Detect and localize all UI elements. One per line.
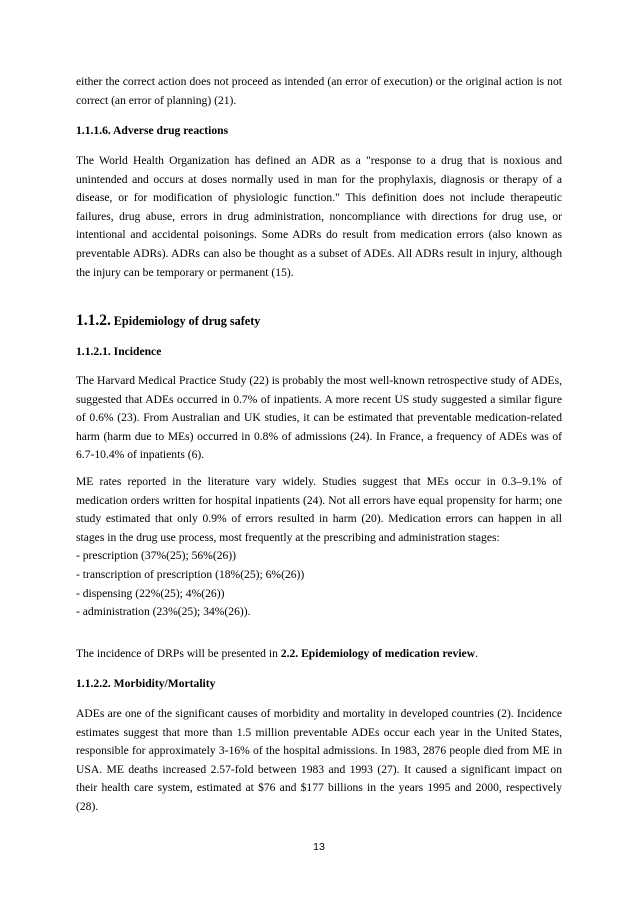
list-item: - transcription of prescription (18%(25); 6%(26)) [76,567,305,581]
drp-paragraph [76,645,562,664]
drp-text-pre: The incidence of DRPs will be presented in [76,647,281,660]
harvard-paragraph [76,372,562,465]
morbidity-paragraph [76,705,562,817]
me-rates-paragraph [76,473,562,622]
section-heading-morbidity [76,675,562,694]
heading-adverse-drug-reactions: 1.1.1.6. Adverse drug reactions [76,124,229,137]
heading-title: Epidemiology of drug safety [113,314,261,328]
heading-morbidity-mortality: 1.1.2.2. Morbidity/Mortality [76,677,216,690]
list-item: - administration (23%(25); 34%(26)). [76,605,251,619]
heading-incidence: 1.1.2.1. Incidence [76,345,162,358]
stages-list [76,547,562,621]
morbidity-text: ADEs are one of the significant causes of morbidity and mortality in developed countries (2). Incidence estimates suggest that more than 1.5 million preventable ADEs occur each year in the United States, responsible for approximately 3-16% of the hospital admissions. In 1983, 2876 people died from ME in USA. ME deaths increased 2.57-fold between 1983 and 1993 (27). It caused a significant impact on their health care system, estimated at $76 and $177 billions in the years 1995 and 2000, respectively (28). [76,707,562,813]
page-number: 13 [313,841,325,853]
section-heading-adr [76,122,562,141]
section-heading-epidemiology [76,312,562,332]
me-rates-text: ME rates reported in the literature vary widely. Studies suggest that MEs occur in 0.3–9.1% of medication orders written for hospital inpatients (24). Not all errors have equal propensity for harm; one study estimated that only 0.9% of errors resulted in harm (20). Medication errors can happen in all stages in the drug use process, most frequently at the prescribing and administration stages: [76,475,562,544]
drp-cross-reference: 2.2. Epidemiology of medication review [280,647,476,660]
list-item: - dispensing (22%(25); 4%(26)) [76,586,225,600]
adr-paragraph [76,152,562,282]
heading-number: 1.1.2. [76,312,111,329]
harvard-text: The Harvard Medical Practice Study (22) is probably the most well-known retrospective study of ADEs, suggested that ADEs occurred in 0.7% of inpatients. A more recent US study suggested a similar figure of 0.6% (23). From Australian and UK studies, it can be estimated that preventable medication-related harm (harm due to MEs) occurred in 0.8% of admissions (24). In France, a frequency of ADEs was of 6.7-10.4% of inpatients (6). [76,374,562,462]
list-item: - prescription (37%(25); 56%(26)) [76,549,237,563]
heading-epidemiology-drug-safety [76,312,562,332]
section-heading-incidence [76,343,562,362]
intro-text: either the correct action does not proceed as intended (an error of execution) or the original action is not correct (an error of planning) (21). [76,75,562,107]
adr-text: The World Health Organization has defined an ADR as a "response to a drug that is noxious and unintended and occurs at doses normally used in man for the prophylaxis, diagnosis or therapy of a disease, or for modification of physiologic function." This definition does not include therapeutic failures, drug abuse, errors in drug administration, noncompliance with directions for drug use, or intentional and accidental poisonings. Some ADRs do result from medication errors (also known as preventable ADRs). ADRs can also be thought as a subset of ADEs. All ADRs result in injury, although the injury can be temporary or permanent (15). [76,154,562,279]
drp-text [76,645,562,664]
drp-text-post: . [475,647,478,660]
intro-paragraph [76,73,562,110]
